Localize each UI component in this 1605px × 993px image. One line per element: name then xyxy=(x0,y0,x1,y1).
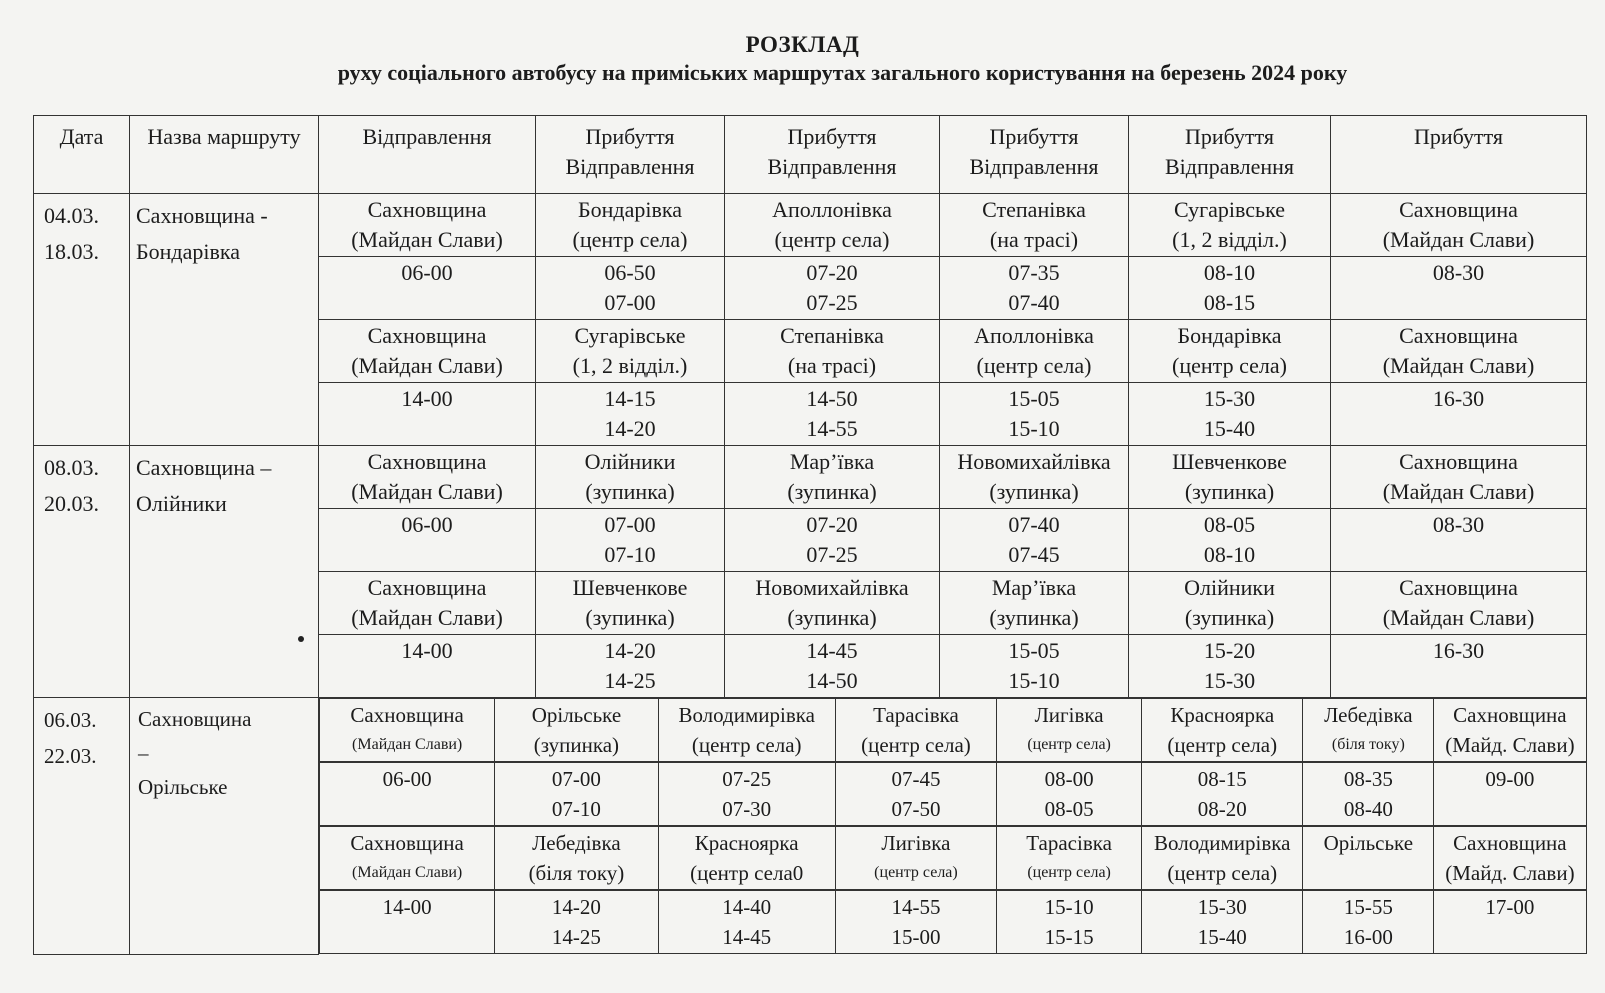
time-cell xyxy=(1142,763,1303,826)
stop-detail: (Майдан Слави) xyxy=(351,605,503,630)
route-name-line: Сахновщина xyxy=(138,707,252,731)
time-value: 08-30 xyxy=(1432,260,1485,285)
stop-detail: (біля току) xyxy=(1331,736,1405,753)
time-value: 14-20 xyxy=(551,895,601,919)
stop-name-cell xyxy=(320,699,495,762)
time-cell xyxy=(940,383,1129,446)
time-value: 08-10 xyxy=(1203,260,1256,285)
stop-detail: (Майдан Слави) xyxy=(351,479,503,504)
time-value: 08-40 xyxy=(1343,797,1393,821)
stop-name: Сахновщина xyxy=(350,831,464,855)
stop-detail: (центр села) xyxy=(774,227,890,252)
stop-name: Сугарівське xyxy=(574,323,686,348)
stop-name-cell xyxy=(536,572,725,635)
stop-name: Сахновщина xyxy=(1453,703,1567,727)
route-stops-subrow xyxy=(320,763,1587,826)
time-value: 07-00 xyxy=(604,290,656,315)
route-stops-group xyxy=(319,698,1587,763)
route-date: 08.03. xyxy=(44,455,99,480)
time-value: 16-00 xyxy=(1343,925,1393,949)
stop-name: Володимирівка xyxy=(1153,831,1291,855)
time-value: 14-25 xyxy=(604,668,656,693)
stop-name-cell xyxy=(1129,446,1331,509)
route-name xyxy=(130,446,319,698)
time-value: 15-40 xyxy=(1197,925,1247,949)
header-arrival-departure: Прибуття Відправлення xyxy=(536,116,725,194)
time-value: 15-30 xyxy=(1203,386,1256,411)
stop-name: Мар’ївка xyxy=(789,449,875,474)
time-cell xyxy=(940,257,1129,320)
stop-detail: (зупинка) xyxy=(1184,479,1275,504)
time-cell xyxy=(536,635,725,698)
stop-name: Сахновщина xyxy=(367,575,487,600)
time-value: 14-45 xyxy=(722,925,772,949)
time-value: 08-30 xyxy=(1432,512,1485,537)
stop-detail: (центр села) xyxy=(1027,864,1111,881)
stop-detail: (зупинка) xyxy=(585,605,675,630)
time-value: 16-30 xyxy=(1432,386,1485,411)
time-cell xyxy=(658,891,835,954)
stop-name-cell xyxy=(725,572,940,635)
stop-detail: (зупинка) xyxy=(533,733,620,757)
route-date: 22.03. xyxy=(44,744,97,768)
time-value: 07-25 xyxy=(806,290,858,315)
stop-name: Лигівка xyxy=(1034,703,1104,727)
time-value: 08-15 xyxy=(1203,290,1256,315)
time-value: 08-10 xyxy=(1203,542,1256,567)
stop-name-cell xyxy=(997,827,1142,890)
time-cell xyxy=(319,383,536,446)
time-cell xyxy=(320,763,495,826)
stop-name-cell xyxy=(1129,572,1331,635)
stop-name-cell xyxy=(319,194,536,257)
time-value: 07-45 xyxy=(1008,542,1060,567)
stop-name-cell xyxy=(1129,194,1331,257)
stop-name: Сахновщина xyxy=(1453,831,1567,855)
stop-name-cell xyxy=(1142,827,1303,890)
time-value: 15-15 xyxy=(1044,925,1094,949)
header-route-name: Назва маршруту xyxy=(130,116,319,194)
route-dates xyxy=(34,446,130,698)
stop-name-cell xyxy=(1331,194,1587,257)
time-value: 14-15 xyxy=(604,386,656,411)
time-value: 15-10 xyxy=(1008,668,1060,693)
stop-name: Олійники xyxy=(584,449,676,474)
stop-name: Степанівка xyxy=(982,197,1086,222)
stop-name-cell xyxy=(658,699,835,762)
route-name-line: Бондарівка xyxy=(136,239,240,264)
route-stops-subrow xyxy=(320,891,1587,954)
route-date: 04.03. xyxy=(44,203,99,228)
time-cell xyxy=(940,509,1129,572)
time-cell xyxy=(319,635,536,698)
time-value: 07-20 xyxy=(806,512,858,537)
stop-detail: (1, 2 відділ.) xyxy=(572,353,688,378)
time-cell xyxy=(495,891,658,954)
stop-name: Мар’ївка xyxy=(991,575,1077,600)
stop-detail: (зупинка) xyxy=(1184,605,1275,630)
time-value: 08-15 xyxy=(1197,767,1247,791)
time-value: 14-40 xyxy=(722,895,772,919)
time-cell xyxy=(1129,257,1331,320)
time-value: 14-50 xyxy=(806,386,858,411)
route-stops-group xyxy=(319,890,1587,954)
header-row xyxy=(34,116,1587,194)
time-cell xyxy=(495,763,658,826)
time-value: 07-10 xyxy=(604,542,656,567)
time-cell xyxy=(835,763,996,826)
time-cell xyxy=(725,257,940,320)
stop-name: Тарасівка xyxy=(1026,831,1112,855)
stop-detail: (центр села) xyxy=(691,733,802,757)
stop-name-cell xyxy=(940,320,1129,383)
stop-name-cell xyxy=(319,446,536,509)
stop-name: Сахновщина xyxy=(367,323,487,348)
stop-name-cell xyxy=(1331,446,1587,509)
route-stops-subtable xyxy=(319,890,1587,954)
stop-name: Степанівка xyxy=(780,323,884,348)
stop-detail: (Майдан Слави) xyxy=(351,227,503,252)
time-value: 14-55 xyxy=(891,895,941,919)
stop-detail: (Майд. Слави) xyxy=(1445,861,1575,885)
time-value: 07-40 xyxy=(1008,290,1060,315)
stop-detail: (Майдан Слави) xyxy=(1382,605,1535,630)
time-value: 07-25 xyxy=(806,542,858,567)
stop-detail: (Майдан Слави) xyxy=(352,736,463,753)
stop-name: Сахновщина xyxy=(367,449,487,474)
stop-detail: (Майдан Слави) xyxy=(1382,479,1535,504)
stop-detail: (центр села) xyxy=(1172,353,1287,378)
stop-detail: (зупинка) xyxy=(787,479,877,504)
stop-detail: (Майдан Слави) xyxy=(351,353,503,378)
stop-detail: (зупинка) xyxy=(989,479,1079,504)
stop-name: Тарасівка xyxy=(873,703,959,727)
time-cell xyxy=(725,383,940,446)
stop-name-cell xyxy=(319,320,536,383)
doc-subtitle: руху соціального автобусу на приміських маршрутах загального користування на березень 2024 року xyxy=(337,60,1348,85)
stop-name: Сугарівське xyxy=(1174,197,1285,222)
stop-name-row xyxy=(34,446,1587,509)
stop-name-cell xyxy=(1142,699,1303,762)
stop-name-cell xyxy=(1434,827,1586,890)
stop-name: Аполлонівка xyxy=(772,197,892,222)
time-value: 14-20 xyxy=(604,638,656,663)
stop-name: Олійники xyxy=(1184,575,1275,600)
route-name-line: Сахновщина - xyxy=(136,203,268,228)
time-value: 14-50 xyxy=(806,668,858,693)
time-value: 15-00 xyxy=(891,925,941,949)
time-value: 08-20 xyxy=(1197,797,1247,821)
route-stops-subrow xyxy=(320,699,1587,762)
stop-name: Аполлонівка xyxy=(974,323,1094,348)
stop-name-cell xyxy=(1331,572,1587,635)
stop-name: Красноярка xyxy=(1170,703,1275,727)
time-cell xyxy=(1331,635,1587,698)
time-cell xyxy=(1129,509,1331,572)
stop-name-cell xyxy=(320,827,495,890)
route-stops-subtable xyxy=(319,762,1587,826)
stop-name: Орільське xyxy=(1323,831,1414,855)
stop-name-cell xyxy=(495,827,658,890)
time-value: 06-00 xyxy=(382,767,432,791)
time-cell xyxy=(1434,763,1586,826)
time-cell xyxy=(536,257,725,320)
stop-detail: (центр села) xyxy=(874,864,958,881)
stop-detail: (на трасі) xyxy=(787,353,877,378)
time-cell xyxy=(536,509,725,572)
time-cell xyxy=(997,891,1142,954)
stop-name-cell xyxy=(835,827,996,890)
header-arrival-departure: Прибуття Відправлення xyxy=(1129,116,1331,194)
header-date: Дата xyxy=(34,116,130,194)
header-arrival: Прибуття xyxy=(1331,116,1587,194)
time-value: 07-20 xyxy=(806,260,858,285)
stop-name: Лебедівка xyxy=(532,831,621,855)
time-value: 08-00 xyxy=(1044,767,1094,791)
time-value: 15-20 xyxy=(1203,638,1256,663)
stop-name-cell xyxy=(1303,827,1434,890)
route-stops-subtable xyxy=(319,698,1587,762)
stop-detail: (Майдан Слави) xyxy=(1382,353,1535,378)
time-cell xyxy=(1331,383,1587,446)
stop-name: Шевченкове xyxy=(1172,449,1287,474)
stop-name: Шевченкове xyxy=(572,575,688,600)
time-value: 15-05 xyxy=(1008,386,1060,411)
stop-name: Сахновщина xyxy=(1399,323,1518,348)
stop-detail: (центр села) xyxy=(861,733,971,757)
time-value: 14-45 xyxy=(806,638,858,663)
time-cell xyxy=(725,635,940,698)
stop-name: Володимирівка xyxy=(678,703,815,727)
stop-name: Сахновщина xyxy=(350,703,464,727)
time-value: 15-05 xyxy=(1008,638,1060,663)
doc-title: РОЗКЛАД xyxy=(745,32,860,57)
stop-detail: (Майдан Слави) xyxy=(1382,227,1535,252)
route-name xyxy=(130,194,319,446)
stop-name-cell xyxy=(1331,320,1587,383)
stop-name-cell xyxy=(725,194,940,257)
time-cell xyxy=(1303,891,1434,954)
time-value: 14-25 xyxy=(551,925,601,949)
stop-name-cell xyxy=(997,699,1142,762)
route-stops-subtable xyxy=(319,826,1587,890)
stop-name: Бондарівка xyxy=(1177,323,1282,348)
time-value: 07-10 xyxy=(551,797,601,821)
stop-name: Красноярка xyxy=(694,831,799,855)
route-name-dash: – xyxy=(138,741,149,765)
time-value: 07-40 xyxy=(1008,512,1060,537)
stop-detail: (центр села0 xyxy=(690,861,804,885)
time-value: 08-05 xyxy=(1203,512,1256,537)
stop-detail: (Майд. Слави) xyxy=(1445,733,1575,757)
time-cell xyxy=(1331,509,1587,572)
time-cell xyxy=(1142,891,1303,954)
stop-name-cell xyxy=(536,446,725,509)
stop-name-cell xyxy=(725,446,940,509)
stop-detail: (зупинка) xyxy=(989,605,1079,630)
schedule-table xyxy=(33,115,1587,955)
time-cell xyxy=(835,891,996,954)
time-cell xyxy=(1434,891,1586,954)
time-cell xyxy=(1129,635,1331,698)
stop-detail: (1, 2 відділ.) xyxy=(1172,227,1287,252)
stop-name-cell xyxy=(1129,320,1331,383)
time-value: 07-45 xyxy=(891,767,941,791)
time-cell xyxy=(997,763,1142,826)
time-value: 14-00 xyxy=(382,895,432,919)
stop-name-row xyxy=(34,698,1587,763)
time-cell xyxy=(319,257,536,320)
time-value: 14-00 xyxy=(401,386,453,411)
time-value: 08-05 xyxy=(1044,797,1094,821)
time-value: 15-10 xyxy=(1008,416,1060,441)
stop-detail: (центр села) xyxy=(572,227,688,252)
time-cell xyxy=(1303,763,1434,826)
route-dates xyxy=(34,698,130,955)
route-name-line: Орільське xyxy=(138,775,228,799)
route-stops-subrow xyxy=(320,827,1587,890)
stop-detail: (центр села) xyxy=(1167,861,1278,885)
stop-name: Новомихайлівка xyxy=(957,449,1111,474)
time-cell xyxy=(658,763,835,826)
header-departure: Відправлення xyxy=(319,116,536,194)
stop-name-cell xyxy=(319,572,536,635)
time-cell xyxy=(725,509,940,572)
time-value: 09-00 xyxy=(1485,767,1535,791)
route-stops-group xyxy=(319,762,1587,826)
stop-name-cell xyxy=(536,194,725,257)
route-name xyxy=(130,698,319,955)
stop-detail: (центр села) xyxy=(976,353,1092,378)
time-cell xyxy=(940,635,1129,698)
time-value: 14-55 xyxy=(806,416,858,441)
stop-detail: (зупинка) xyxy=(585,479,675,504)
stop-detail: (центр села) xyxy=(1027,736,1111,753)
stray-dot xyxy=(298,636,304,642)
stop-detail: (зупинка) xyxy=(787,605,877,630)
time-value: 15-30 xyxy=(1203,668,1256,693)
route-name-line: Олійники xyxy=(136,491,227,516)
time-value: 06-00 xyxy=(401,512,453,537)
time-cell xyxy=(536,383,725,446)
stop-name-cell xyxy=(658,827,835,890)
stop-name-cell xyxy=(1434,699,1586,762)
stop-name: Сахновщина xyxy=(1399,575,1518,600)
header-arrival-departure: Прибуття Відправлення xyxy=(725,116,940,194)
stop-name-cell xyxy=(495,699,658,762)
time-value: 07-50 xyxy=(891,797,941,821)
stop-detail: (біля току) xyxy=(528,861,625,885)
time-value: 08-35 xyxy=(1343,767,1393,791)
header-arrival-departure: Прибуття Відправлення xyxy=(940,116,1129,194)
route-name-line: Сахновщина – xyxy=(136,455,272,480)
stop-name-cell xyxy=(1303,699,1434,762)
stop-name-cell xyxy=(940,446,1129,509)
route-date: 18.03. xyxy=(44,239,99,264)
time-value: 16-30 xyxy=(1432,638,1485,663)
time-cell xyxy=(1129,383,1331,446)
time-value: 14-20 xyxy=(604,416,656,441)
time-value: 07-35 xyxy=(1008,260,1060,285)
stop-name: Орільське xyxy=(531,703,622,727)
time-value: 07-00 xyxy=(551,767,601,791)
stop-name: Лигівка xyxy=(881,831,951,855)
stop-name: Лебедівка xyxy=(1324,703,1413,727)
time-value: 17-00 xyxy=(1485,895,1535,919)
time-cell xyxy=(319,509,536,572)
time-value: 06-50 xyxy=(604,260,656,285)
stop-name: Сахновщина xyxy=(1399,197,1518,222)
time-value: 14-00 xyxy=(401,638,453,663)
stop-detail: (Майдан Слави) xyxy=(352,864,463,881)
time-value: 07-25 xyxy=(722,767,772,791)
time-cell xyxy=(320,891,495,954)
stop-name-cell xyxy=(940,194,1129,257)
stop-name-cell xyxy=(725,320,940,383)
time-value: 15-40 xyxy=(1203,416,1256,441)
route-dates xyxy=(34,194,130,446)
route-stops-group xyxy=(319,826,1587,890)
route-date: 06.03. xyxy=(44,708,97,732)
stop-name-row xyxy=(34,194,1587,257)
stop-name: Сахновщина xyxy=(1399,449,1518,474)
stop-detail: (на трасі) xyxy=(989,227,1079,252)
time-value: 15-10 xyxy=(1044,895,1094,919)
time-value: 15-55 xyxy=(1343,895,1393,919)
route-date: 20.03. xyxy=(44,491,99,516)
stop-name: Бондарівка xyxy=(578,197,682,222)
stop-name-cell xyxy=(536,320,725,383)
stop-name-cell xyxy=(835,699,996,762)
stop-detail: (центр села) xyxy=(1167,733,1278,757)
stop-name: Новомихайлівка xyxy=(755,575,909,600)
time-cell xyxy=(1331,257,1587,320)
stop-name: Сахновщина xyxy=(367,197,487,222)
stop-name-cell xyxy=(940,572,1129,635)
time-value: 07-30 xyxy=(722,797,772,821)
time-value: 07-00 xyxy=(604,512,656,537)
time-value: 15-30 xyxy=(1197,895,1247,919)
time-value: 06-00 xyxy=(401,260,453,285)
